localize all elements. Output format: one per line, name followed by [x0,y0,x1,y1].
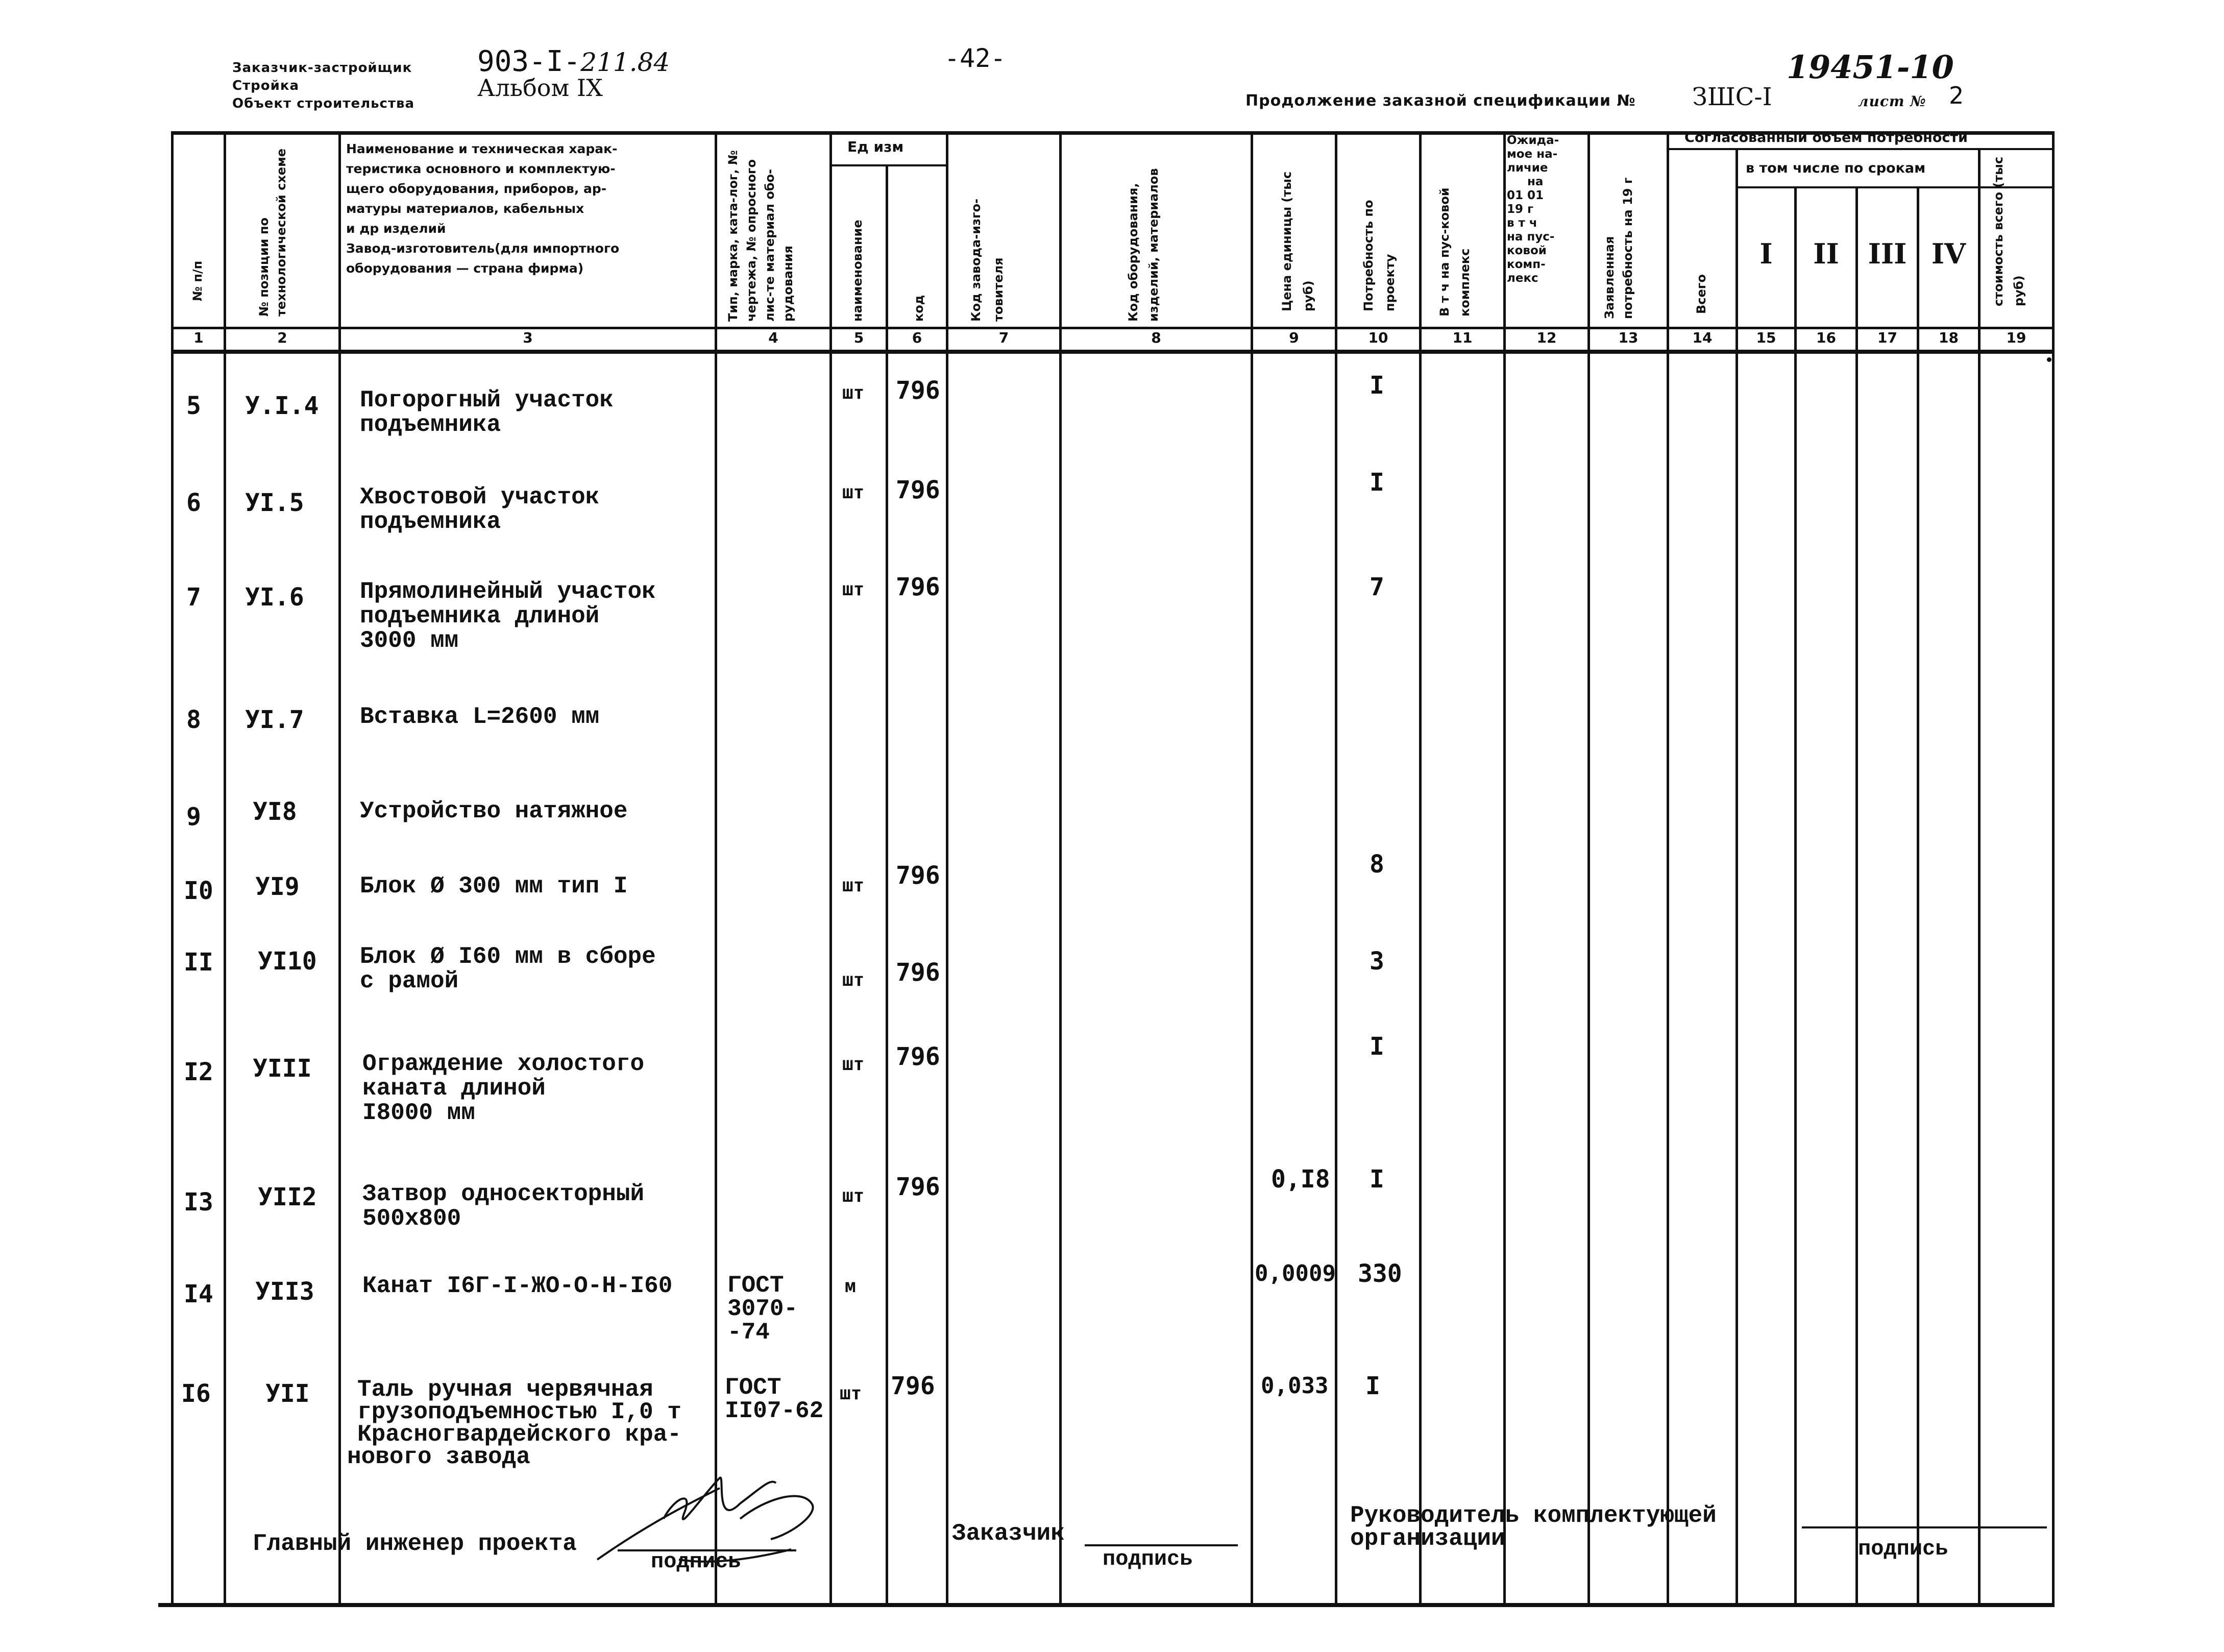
row-type-line: 3070- [727,1296,798,1322]
table-bottom-border [158,1603,2055,1607]
row-position: УI9 [255,872,300,901]
header-c12 [1507,134,1559,285]
row-price: 0,0009 [1255,1260,1336,1286]
row-name [360,388,614,437]
row-number: 8 [186,706,201,734]
signature-caption-3: подпись [1858,1537,1948,1561]
colnum-1: 1 [193,329,204,346]
col-border-15 [1794,187,1797,1606]
row-need: 3 [1370,947,1384,976]
row-type [725,1376,823,1423]
supplier-org-label: организации [1350,1525,1505,1552]
header-c14: Всего [1694,274,1708,314]
row-position: УIII [253,1054,312,1083]
col-border-18 [1978,149,1981,1606]
row-need: I [1370,468,1384,497]
col-border-16 [1855,187,1858,1606]
header-c12-line: мое на- [1507,148,1558,161]
row-unit-code: 796 [896,1173,940,1201]
row-name-line: Хвостовой участок [360,484,600,511]
col-border-8 [1251,131,1253,1606]
colnum-bottom-line [171,350,2055,354]
header-c3 [346,139,619,278]
row-unit: шт [842,1185,865,1206]
colnum-3: 3 [523,329,533,346]
registry-number: 19451-10 [1787,48,1954,86]
colnum-4: 4 [768,329,778,346]
row-need: 7 [1370,573,1384,601]
row-number: II [184,948,213,977]
header-c3-line: Наименование и техническая харак- [346,141,618,156]
row-unit: шт [840,1383,862,1404]
row-unit: шт [842,579,865,600]
row-name-line: подъемника [360,411,501,438]
col-border-3 [715,131,717,1606]
header-c12-line: 19 г [1507,203,1534,216]
row-position: УII3 [255,1277,314,1306]
row-position: УI10 [258,947,317,976]
header-unit-group: Ед изм [847,138,904,155]
header-c12-line: Ожида- [1507,134,1559,147]
row-number: 5 [186,392,201,420]
header-c5: наименование [850,220,865,322]
col-border-13 [1667,131,1669,1606]
row-unit-code: 796 [896,861,940,890]
row-unit-code: 796 [891,1372,935,1400]
col-border-12 [1587,131,1590,1606]
customer-label: Заказчик-застройщик [232,60,412,76]
row-number: I6 [181,1379,211,1408]
row-unit-code: 796 [896,573,940,601]
col-border-19 [2052,131,2055,1606]
row-name-line: Погорогный участок [360,387,614,414]
header-c1: № п/п [190,260,205,301]
header-c3-line: Завод-изготовитель(для импортного [346,241,620,256]
row-number: 6 [186,489,201,517]
header-c2: № позиции по технологической схеме [257,149,288,317]
col-border-6 [946,131,948,1606]
row-need: I [1370,1165,1384,1194]
row-unit-code: 796 [896,1042,940,1071]
row-name [360,944,656,993]
row-name-line: Красногвардейского кра- [357,1421,681,1448]
row-name [360,704,599,729]
col-border-2 [338,131,341,1606]
row-name-line: Затвор односекторный [362,1181,645,1207]
header-c8: Код оборудования, изделий, материалов [1126,168,1161,322]
colnum-12: 12 [1536,329,1557,346]
row-unit: м [845,1276,856,1297]
row-name-line: нового завода [347,1444,530,1470]
project-code [477,45,670,78]
row-number: I2 [184,1058,213,1086]
header-c3-line: оборудования — страна фирма) [346,261,584,276]
row-unit-code: 796 [896,476,940,504]
row-name-line: Таль ручная червячная [357,1376,653,1403]
row-number: I4 [184,1280,213,1308]
row-unit: шт [842,482,865,503]
colnum-16: 16 [1816,329,1836,346]
project-code-hand: 211.84 [580,47,670,77]
row-name-line: каната длиной [362,1075,546,1102]
colnum-9: 9 [1289,329,1299,346]
spec-number: ЗШС-I [1692,83,1772,111]
row-type [727,1274,798,1344]
row-name-line: 3000 мм [360,627,459,654]
signature-line-3 [1802,1526,2047,1528]
row-unit: шт [842,969,865,990]
header-agreed-group: Согласованный объем потребности [1684,130,1968,145]
row-position: У.I.4 [245,392,319,420]
row-name-line: 500x800 [362,1205,461,1232]
album-label: Альбом IX [477,74,603,102]
sheet-number: 2 [1949,82,1964,109]
supplier-head-label: Руководитель комплектующей [1350,1502,1717,1529]
row-price: 0,I8 [1271,1165,1330,1194]
object-label: Объект строительства [232,96,415,111]
header-c3-line: теристика основного и комплектую- [346,161,616,176]
row-name [360,579,656,653]
row-name [360,485,599,534]
col-border-0 [171,131,174,1606]
continuation-label: Продолжение заказной спецификации № [1245,92,1636,110]
header-c12-line: личие [1507,161,1548,175]
colnum-13: 13 [1618,329,1639,346]
header-c12-line: 01 01 [1507,189,1544,202]
header-c15: I [1759,237,1773,270]
header-c3-line: щего оборудования, приборов, ар- [346,181,607,196]
colnum-10: 10 [1368,329,1388,346]
row-position: УII [265,1379,310,1408]
row-unit: шт [842,382,865,403]
project-code-print: 903-I- [477,45,581,78]
row-name-line: Вставка L=2600 мм [360,703,600,730]
row-unit-code: 796 [896,376,940,405]
row-name [360,799,628,823]
colnum-14: 14 [1692,329,1713,346]
row-position: УI8 [253,797,297,826]
col-border-5 [886,164,888,1606]
construction-label: Стройка [232,78,300,93]
header-c3-line: и др изделий [346,221,446,236]
row-need: 8 [1370,850,1384,879]
signature-line-2 [1085,1544,1238,1546]
page-number: -42- [944,43,1006,73]
colnum-6: 6 [912,329,922,346]
row-position: УI.6 [245,583,304,612]
row-unit: шт [842,875,865,896]
sheet-label: лист № [1858,93,1926,110]
row-name-line: Канат I6Г-I-ЖО-О-Н-I60 [362,1273,673,1299]
row-price: 0,033 [1261,1373,1329,1399]
colnum-7: 7 [998,329,1009,346]
header-c12-line: лекс [1507,272,1538,285]
row-number: I0 [184,877,213,905]
header-c19: стоимость всего (тыс руб) [1991,156,2026,306]
customer-label-footer: Заказчик [952,1520,1065,1547]
signature-caption-2: подпись [1103,1547,1193,1571]
colnum-19: 19 [2006,329,2026,346]
row-number: 7 [186,583,201,612]
header-c7: Код завода-изго-товителя [969,199,1006,322]
row-type-line: ГОСТ [727,1272,784,1299]
header-c12-line: на пус- [1507,230,1555,244]
row-name-line: Ограждение холостого [362,1051,645,1077]
col-border-14 [1736,149,1738,1606]
speck-mark [2047,357,2051,362]
header-c11: В т ч на пус-ковой комплекс [1437,187,1472,317]
row-name-line: грузоподъемностью I,0 т [357,1399,681,1425]
row-need: I [1365,1372,1380,1400]
row-type-line: -74 [727,1319,770,1346]
row-need: I [1370,1032,1384,1061]
header-c17: III [1868,237,1907,270]
colnum-5: 5 [853,329,864,346]
header-c13: Заявленная потребность на 19 г [1602,177,1635,319]
row-name-line: Блок Ø I60 мм в сборе [360,943,656,970]
colnum-15: 15 [1756,329,1776,346]
colnum-17: 17 [1877,329,1897,346]
row-name [362,1274,672,1298]
col-border-9 [1335,131,1337,1606]
row-name-line: Блок Ø 300 мм тип I [360,873,628,900]
header-c12-line: комп- [1507,258,1546,271]
header-c4: Тип, марка, ката-лог, № чертежа, № опросного лис-те материал обо-рудования [726,150,795,322]
row-position: УII2 [258,1183,317,1211]
col-border-1 [224,131,226,1606]
colnum-8: 8 [1151,329,1161,346]
row-name [360,874,628,898]
row-position: УI.5 [245,489,304,517]
header-c12-line: на [1527,175,1544,188]
col-border-4 [829,131,832,1606]
row-name [362,1182,644,1231]
row-name-line: подъемника длиной [360,603,600,629]
col-border-7 [1059,131,1062,1606]
row-number: 9 [186,803,201,831]
signature-caption-1: подпись [651,1549,741,1574]
row-name-line: подъемника [360,508,501,535]
row-need: 330 [1358,1259,1402,1288]
row-number: I3 [184,1188,213,1217]
header-terms-group: в том числе по срокам [1746,160,1926,176]
header-c10: Потребность по проекту [1361,200,1397,311]
colnum-11: 11 [1452,329,1473,346]
row-name-line: I8000 мм [362,1100,475,1126]
colnum-2: 2 [277,329,287,346]
header-c12-line: в т ч [1507,216,1537,230]
header-c16: II [1813,237,1839,270]
header-c9: Цена единицы (тыс руб) [1280,171,1315,311]
row-position: УI.7 [245,706,304,734]
col-border-11 [1503,131,1506,1606]
row-name-line: Прямолинейный участок [360,578,656,605]
header-c12-line: ковой [1507,244,1547,257]
row-type-line: ГОСТ [725,1374,781,1401]
header-c3-line: матуры материалов, кабельных [346,201,584,216]
col-border-10 [1419,131,1422,1606]
row-need: I [1370,371,1384,400]
row-type-line: II07-62 [725,1398,824,1424]
row-name-line: с рамой [360,968,459,994]
col-border-17 [1917,187,1919,1606]
header-c6: код [912,295,926,322]
row-name [362,1052,644,1125]
colnum-18: 18 [1939,329,1959,346]
row-unit-code: 796 [896,958,940,987]
row-name [347,1378,681,1468]
row-unit: шт [842,1054,865,1075]
chief-engineer-label: Главный инженер проекта [253,1530,577,1557]
header-c18: IV [1931,237,1966,270]
row-name-line: Устройство натяжное [360,798,628,824]
